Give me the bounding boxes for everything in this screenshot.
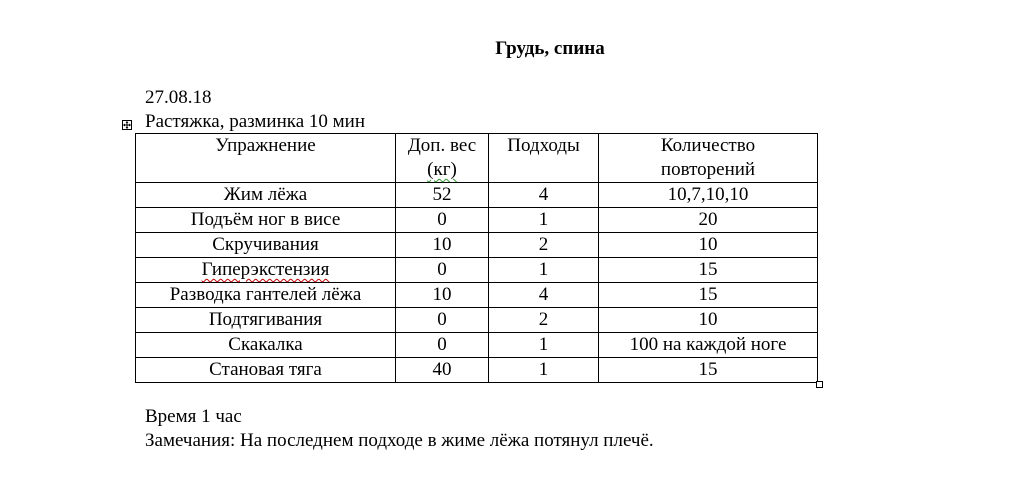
cell-sets: 2 [489,233,599,258]
cell-reps: 15 [599,283,818,308]
header-weight-line1: Доп. вес [407,135,477,156]
table-resize-handle[interactable] [816,381,823,388]
header-reps-line2: повторений [660,159,756,180]
cell-exercise: Разводка гантелей лёжа [136,283,396,308]
duration-text: Время 1 час [145,406,242,427]
cell-reps: 10 [599,308,818,333]
cell-exercise-text: Гиперэкстензия [201,259,330,280]
header-weight-line2 [396,158,488,182]
cell-sets: 2 [489,308,599,333]
cell-weight: 0 [396,333,489,358]
table-row [136,308,818,333]
table-row [136,208,818,233]
workout-table [135,133,818,383]
cell-exercise: Скакалка [136,333,396,358]
cell-sets: 4 [489,183,599,208]
cell-weight: 0 [396,258,489,283]
cell-weight: 52 [396,183,489,208]
cell-sets: 1 [489,258,599,283]
cell-reps: 10,7,10,10 [599,183,818,208]
cell-reps: 10 [599,233,818,258]
header-sets: Подходы [489,134,599,183]
cell-weight: 10 [396,233,489,258]
header-reps [599,134,818,183]
header-reps-line1: Количество [660,135,756,156]
table-row [136,358,818,383]
cell-reps: 100 на каждой ноге [599,333,818,358]
table-row [136,258,818,283]
cell-sets: 1 [489,333,599,358]
cell-weight: 10 [396,283,489,308]
cell-weight: 40 [396,358,489,383]
header-weight [396,134,489,183]
cell-exercise: Подъём ног в висе [136,208,396,233]
table-header-row [136,134,818,183]
header-exercise: Упражнение [136,134,396,183]
cell-exercise: Становая тяга [136,358,396,383]
header-weight-unit: (кг) [427,159,457,180]
cell-reps: 20 [599,208,818,233]
notes-text: Замечания: На последнем подходе в жиме лёжа потянул плечё. [145,430,654,451]
cell-exercise: Подтягивания [136,308,396,333]
table-row [136,333,818,358]
cell-sets: 4 [489,283,599,308]
cell-exercise: Скручивания [136,233,396,258]
table-row [136,183,818,208]
table-row [136,233,818,258]
cell-sets: 1 [489,208,599,233]
cell-exercise [136,258,396,283]
warmup-text: Растяжка, разминка 10 мин [145,111,365,132]
cell-exercise: Жим лёжа [136,183,396,208]
cell-weight: 0 [396,208,489,233]
workout-date: 27.08.18 [145,87,212,108]
table-move-handle-icon[interactable] [122,120,132,130]
document-title: Грудь, спина [495,38,605,59]
cell-sets: 1 [489,358,599,383]
cell-reps: 15 [599,258,818,283]
cell-weight: 0 [396,308,489,333]
table-row [136,283,818,308]
cell-reps: 15 [599,358,818,383]
